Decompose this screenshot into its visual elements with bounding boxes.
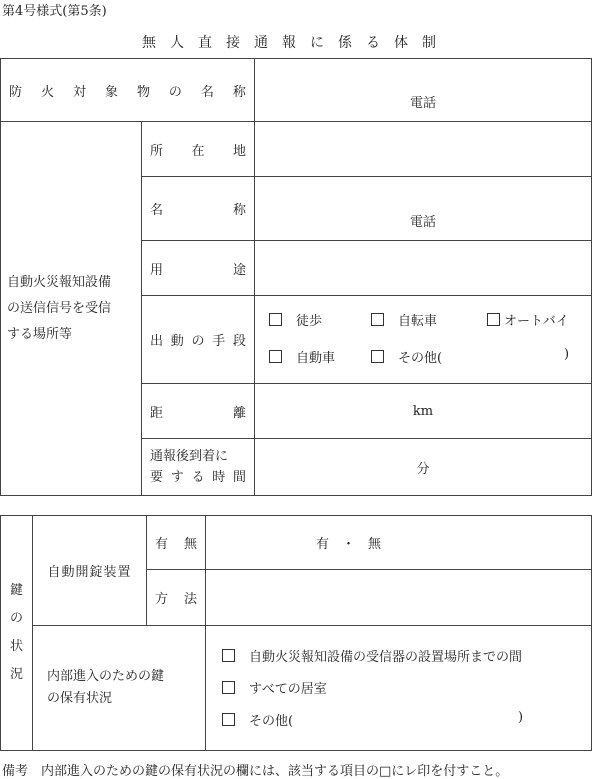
checkbox-icon[interactable] [222,649,235,662]
facility-phone-label: 電話 [409,96,436,111]
arrival-time-field[interactable] [255,439,592,496]
checkbox-icon[interactable] [371,313,384,326]
location-field[interactable] [255,122,592,177]
option-other[interactable]: その他( [371,347,442,366]
checkbox-icon[interactable] [269,313,282,326]
presence-label: 有 無 [147,516,206,570]
dispatch-method-options [255,296,592,384]
checkbox-icon[interactable] [222,713,235,726]
auto-lock-label: 自動開錠装置 [33,516,147,626]
method-field[interactable] [206,570,592,626]
presence-field[interactable] [206,516,592,570]
option-car[interactable]: 自動車 [269,347,335,366]
key-option-all-rooms[interactable]: すべての居室 [222,678,327,697]
form-title: 無人直接通報に係る体制 [142,35,450,51]
checkbox-icon[interactable] [371,350,384,363]
distance-field[interactable] [255,384,592,439]
time-unit: 分 [416,461,430,477]
key-status-label: 鍵 の 状 況 [1,516,33,751]
checkbox-icon[interactable] [269,350,282,363]
key-option-other[interactable]: その他( [222,710,293,729]
method-label: 方 法 [147,570,206,626]
dispatch-method-label: 出 動 の 手 段 [142,296,255,384]
name-field[interactable] [255,177,592,241]
usage-label: 用 途 [142,241,255,296]
key-other-close-paren: ) [518,710,524,725]
other-close-paren: ) [564,347,570,362]
key-option-receiver[interactable]: 自動火災報知設備の受信器の設置場所までの間 [222,646,522,665]
option-bicycle[interactable]: 自転車 [371,310,437,329]
key-status-table [0,515,592,751]
distance-label: 距 離 [142,384,255,439]
facility-name-field[interactable] [255,59,592,122]
arrival-time-label: 通報後到着に 要 す る 時 間 [142,439,255,496]
name-phone-label: 電話 [409,215,436,230]
presence-value: 有 ・ 無 [316,537,382,552]
form-number: 第4号様式(第5条) [2,4,107,19]
distance-unit: km [412,403,434,419]
location-label: 所 在 地 [142,122,255,177]
checkbox-icon[interactable] [222,681,235,694]
option-motorcycle[interactable]: オートバイ [487,310,569,329]
key-holding-label: 内部進入のための鍵 の保有状況 [33,626,206,751]
facility-name-label: 防 火 対 象 物 の 名 称 [1,59,255,122]
receiving-location-group-label: 自動火災報知設備 の送信信号を受信 する場所等 [1,122,142,496]
option-walk[interactable]: 徒歩 [269,310,322,329]
reporting-system-table [0,58,592,496]
remarks-note: 備考 内部進入のための鍵の保有状況の欄には、該当する項目の□にレ印を付すこと。 [2,764,509,779]
key-holding-options [206,626,592,751]
usage-field[interactable] [255,241,592,296]
checkbox-icon[interactable] [487,313,500,326]
name-label: 名 称 [142,177,255,241]
